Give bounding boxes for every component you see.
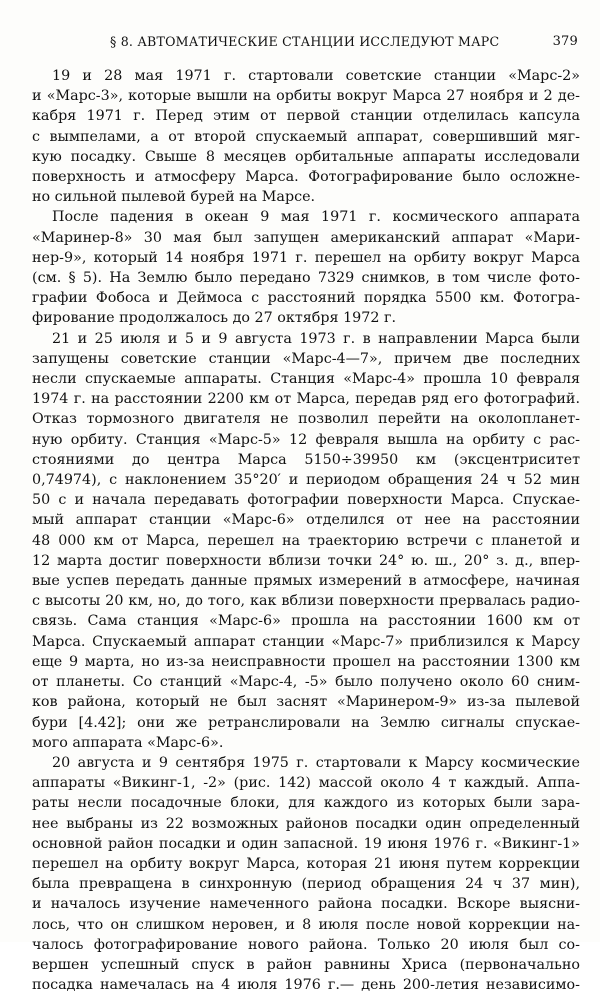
text-line: кабря 1971 г. Перед этим от первой станции отделилась капсула xyxy=(32,108,580,125)
section-title: § 8. АВТОМАТИЧЕСКИЕ СТАНЦИИ ИССЛЕДУЮТ МАРС xyxy=(110,34,500,49)
text-line: фирование продолжалось до 27 октября 1972 г. xyxy=(32,310,397,327)
body-text xyxy=(32,66,580,995)
text-line: связь. Сама станция «Марс-6» прошла на расстоянии 1600 км от xyxy=(32,613,580,630)
paragraph xyxy=(32,207,580,328)
text-line: была превращена в синхронную (период обращения 24 ч 37 мин), xyxy=(32,876,580,893)
text-line: запущены советские станции «Марс-4—7», причем две последних xyxy=(32,350,580,367)
text-line: 1974 г. на расстоянии 2200 км от Марса, передав ряд его фотографий. xyxy=(32,391,580,408)
text-line: ную орбиту. Станция «Марс-5» 12 февраля вышла на орбиту с рас- xyxy=(32,431,580,448)
text-line: лось, что он слишком неровен, и 8 июля после новой коррекции на- xyxy=(32,916,580,933)
text-line: бури [4.42]; они же ретранслировали на Землю сигналы спускае- xyxy=(32,714,580,731)
text-line: от планеты. Со станций «Марс-4, -5» было получено около 60 сним- xyxy=(32,674,580,691)
paragraph xyxy=(32,329,580,753)
text-line: и «Марс-3», которые вышли на орбиты вокруг Марса 27 ноября и 2 де- xyxy=(32,88,580,105)
text-line: 12 марта достиг поверхности вблизи точки 24° ю. ш., 20° з. д., впер- xyxy=(32,552,580,569)
text-line: кую посадку. Свыше 8 месяцев орбитальные аппараты исследовали xyxy=(32,148,580,165)
text-line: 0,74974), с наклонением 35°20′ и периодом обращения 24 ч 52 мин xyxy=(32,472,580,489)
text-line: мого аппарата «Марс-6». xyxy=(32,734,224,751)
text-line: аппараты «Викинг-1, -2» (рис. 142) массой около 4 т каждый. Аппа- xyxy=(32,775,580,792)
text-line: поверхность и атмосферу Марса. Фотографирование было осложне- xyxy=(32,169,580,186)
text-line: нее выбраны из 22 возможных районов посадки один определенный xyxy=(32,815,580,832)
text-line: вые успев передать данные прямых измерений в атмосфере, начиная xyxy=(32,573,580,590)
text-line: и началось изучение намеченного района посадки. Вскоре выясни- xyxy=(32,896,580,913)
text-line: но сильной пылевой бурей на Марсе. xyxy=(32,189,316,206)
text-line: раты несли посадочные блоки, для каждого из которых были зара- xyxy=(32,795,580,812)
text-line: ков района, который не был заснят «Маринером-9» из-за пылевой xyxy=(32,694,580,711)
text-line: мый аппарат станции «Марс-6» отделился от нее на расстоянии xyxy=(32,512,580,529)
text-line: посадка намечалась на 4 июля 1976 г.— день 200-летия независимо- xyxy=(32,977,580,994)
text-line: 21 и 25 июля и 5 и 9 августа 1973 г. в направлении Марса были xyxy=(52,330,580,347)
page-number: 379 xyxy=(552,34,578,49)
text-line: графии Фобоса и Деймоса с расстояний порядка 5500 км. Фотогра- xyxy=(32,290,580,307)
text-line: 50 с и начала передавать фотографии поверхности Марса. Спускае- xyxy=(32,492,580,509)
text-line: (см. § 5). На Землю было передано 7329 снимков, в том числе фото- xyxy=(32,270,580,287)
text-line: Марса. Спускаемый аппарат станции «Марс-7» приблизился к Марсу xyxy=(32,633,580,650)
text-line: После падения в океан 9 мая 1971 г. космического аппарата xyxy=(52,209,580,226)
text-line: 48 000 км от Марса, перешел на траекторию встречи с планетой и xyxy=(32,532,580,549)
text-line: чалось фотографирование нового района. Только 20 июля был со- xyxy=(32,936,580,953)
text-line: основной район посадки и один запасной. 19 июня 1976 г. «Викинг-1» xyxy=(32,835,580,852)
text-line: перешел на орбиту вокруг Марса, которая 21 июня путем коррекции xyxy=(32,855,580,872)
text-line: стояниями до центра Марса 5150÷39950 км (эксцентриситет xyxy=(32,451,580,468)
text-line: с высоты 20 км, но, до того, как вблизи поверхности прервалась радио- xyxy=(32,593,580,610)
text-line: 20 августа и 9 сентября 1975 г. стартовали к Марсу космические xyxy=(52,754,580,771)
running-header xyxy=(32,34,582,54)
text-line: еще 9 марта, но из-за неисправности прошел на расстоянии 1300 км xyxy=(32,653,580,670)
text-line: нер-9», который 14 ноября 1971 г. перешел на орбиту вокруг Марса xyxy=(32,249,580,266)
text-line: «Маринер-8» 30 мая был запущен американский аппарат «Мари- xyxy=(32,229,580,246)
paragraph xyxy=(32,753,580,995)
text-line: Отказ тормозного двигателя не позволил перейти на околопланет- xyxy=(32,411,580,428)
text-line: несли спускаемые аппараты. Станция «Марс-4» прошла 10 февраля xyxy=(32,371,580,388)
text-line: 19 и 28 мая 1971 г. стартовали советские станции «Марс-2» xyxy=(52,68,580,84)
paragraph xyxy=(32,66,580,207)
text-line: с вымпелами, а от второй спускаемый аппарат, совершивший мяг- xyxy=(32,128,580,145)
text-line: вершен успешный спуск в район равнины Хриса (первоначально xyxy=(32,956,580,973)
